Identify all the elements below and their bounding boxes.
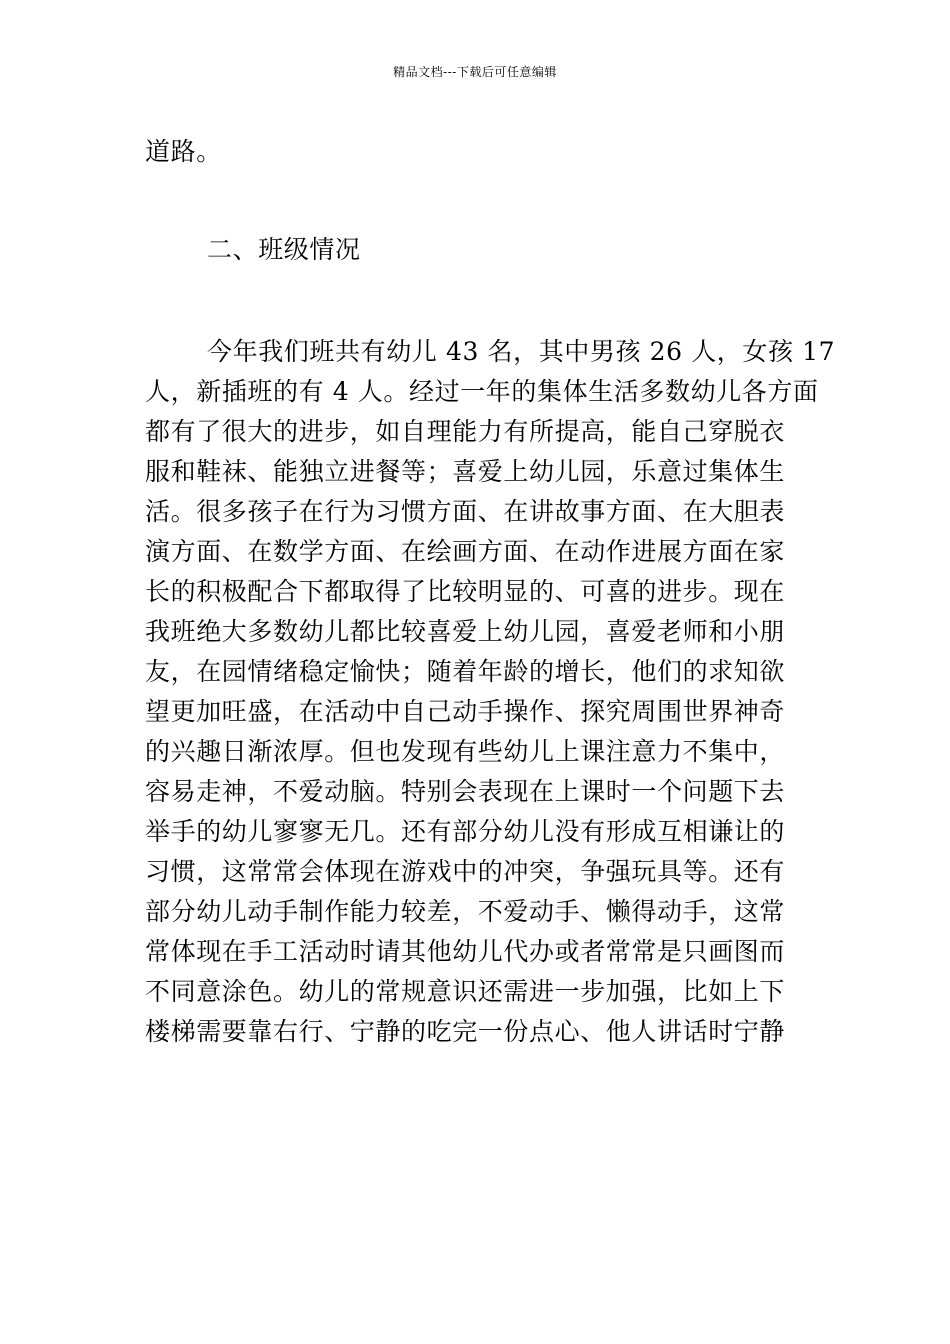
paragraph-line: 长的积极配合下都取得了比较明显的、可喜的进步。现在 xyxy=(145,577,786,606)
paragraph-line: 演方面、在数学方面、在绘画方面、在动作进展方面在家 xyxy=(145,537,786,566)
section-heading: 二、班级情况 xyxy=(207,235,361,264)
paragraph-line: 服和鞋袜、能独立进餐等；喜爱上幼儿园，乐意过集体生 xyxy=(145,457,786,486)
paragraph-line: 习惯，这常常会体现在游戏中的冲突，争强玩具等。还有 xyxy=(145,857,786,886)
paragraph-line: 不同意涂色。幼儿的常规意识还需进一步加强，比如上下 xyxy=(145,977,786,1006)
paragraph-line: 我班绝大多数幼儿都比较喜爱上幼儿园，喜爱老师和小朋 xyxy=(145,617,786,646)
paragraph-line: 举手的幼儿寥寥无几。还有部分幼儿没有形成互相谦让的 xyxy=(145,817,786,846)
paragraph-line: 常体现在手工活动时请其他幼儿代办或者常常是只画图而 xyxy=(145,937,786,966)
paragraph-line: 部分幼儿动手制作能力较差，不爱动手、懒得动手，这常 xyxy=(145,897,786,926)
paragraph-line: 友，在园情绪稳定愉快；随着年龄的增长，他们的求知欲 xyxy=(145,657,786,686)
body-paragraph xyxy=(145,332,836,1052)
paragraph-line: 望更加旺盛，在活动中自己动手操作、探究周围世界神奇 xyxy=(145,697,786,726)
paragraph-line: 今年我们班共有幼儿 43 名，其中男孩 26 人，女孩 17 xyxy=(207,337,836,366)
page-header: 精品文档---下载后可任意编辑 xyxy=(393,65,557,79)
paragraph-line: 楼梯需要靠右行、宁静的吃完一份点心、他人讲话时宁静 xyxy=(145,1017,786,1046)
paragraph-line: 容易走神，不爱动脑。特别会表现在上课时一个问题下去 xyxy=(145,777,786,806)
paragraph-line: 都有了很大的进步，如自理能力有所提高，能自己穿脱衣 xyxy=(145,417,786,446)
continuation-text: 道路。 xyxy=(145,137,222,166)
paragraph-line: 活。很多孩子在行为习惯方面、在讲故事方面、在大胆表 xyxy=(145,497,786,526)
paragraph-line: 人，新插班的有 4 人。经过一年的集体生活多数幼儿各方面 xyxy=(145,377,819,406)
paragraph-line: 的兴趣日渐浓厚。但也发现有些幼儿上课注意力不集中， xyxy=(145,737,786,766)
